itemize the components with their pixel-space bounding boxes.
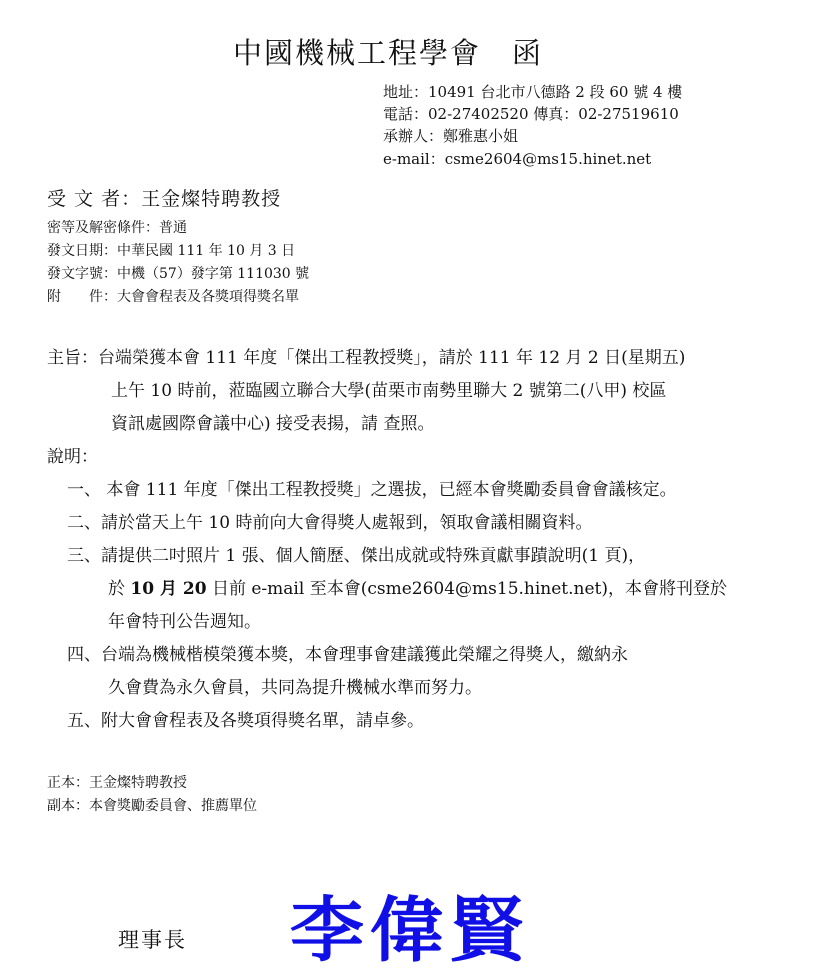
subject-line-2: 上午 10 時前，蒞臨國立聯合大學(苗栗市南勢里聯大 2 號第二(八甲) 校區 [111, 381, 667, 401]
explanation-heading: 說明： [47, 447, 98, 467]
item-3-suffix: 日前 e-mail 至本會(csme2604@ms15.hinet.net)，本會將刊登於 [206, 579, 728, 599]
attachment-line: 附 件：大會會程表及各獎項得獎名單 [47, 289, 299, 305]
copy-recipient-line: 副本：本會獎勵委員會、推薦單位 [47, 798, 257, 814]
chairman-title: 理事長 [118, 928, 187, 952]
explanation-item-1: 一、 本會 111 年度「傑出工程教授獎」之選拔，已經本會獎勵委員會會議核定。 [67, 480, 677, 500]
explanation-item-2: 二、請於當天上午 10 時前向大會得獎人處報到，領取會議相關資料。 [67, 513, 593, 533]
phone-fax-line: 電話：02-27402520 傳真：02-27519610 [383, 105, 679, 123]
address-line: 地址：10491 台北市八德路 2 段 60 號 4 樓 [383, 83, 683, 101]
chairman-signature-seal: 李偉賢 [290, 889, 530, 972]
explanation-item-5: 五、附大會會程表及各獎項得獎名單，請卓參。 [67, 711, 424, 731]
explanation-item-3-line-2 [108, 574, 727, 599]
subject-line-1: 主旨：台端榮獲本會 111 年度「傑出工程教授獎」，請於 111 年 12 月 2 日(星期五) [47, 348, 686, 368]
recipient-line: 受 文 者：王金燦特聘教授 [47, 188, 282, 210]
explanation-item-3-line-3: 年會特刊公告週知。 [108, 612, 261, 632]
explanation-item-4-line-1: 四、台端為機械楷模榮獲本獎，本會理事會建議獲此榮耀之得獎人，繳納永 [67, 645, 628, 665]
security-line: 密等及解密條件：普通 [47, 220, 187, 236]
original-recipient-line: 正本：王金燦特聘教授 [47, 775, 187, 791]
subject-line-3: 資訊處國際會議中心) 接受表揚，請 查照。 [111, 414, 435, 434]
explanation-item-3-line-1: 三、請提供二吋照片 1 張、個人簡歷、傑出成就或特殊貢獻事蹟說明(1 頁)， [67, 546, 646, 566]
document-number-line: 發文字號：中機（57）發字第 111030 號 [47, 266, 310, 282]
deadline-date: 10 月 20 [130, 579, 207, 599]
item-3-prefix: 於 [108, 579, 131, 599]
handler-line: 承辦人：鄭雅惠小姐 [383, 127, 519, 145]
email-line: e-mail：csme2604@ms15.hinet.net [383, 150, 652, 168]
issue-date-line: 發文日期：中華民國 111 年 10 月 3 日 [47, 243, 296, 259]
explanation-item-4-line-2: 久會費為永久會員，共同為提升機械水準而努力。 [108, 678, 482, 698]
document-title: 中國機械工程學會 函 [233, 36, 544, 70]
